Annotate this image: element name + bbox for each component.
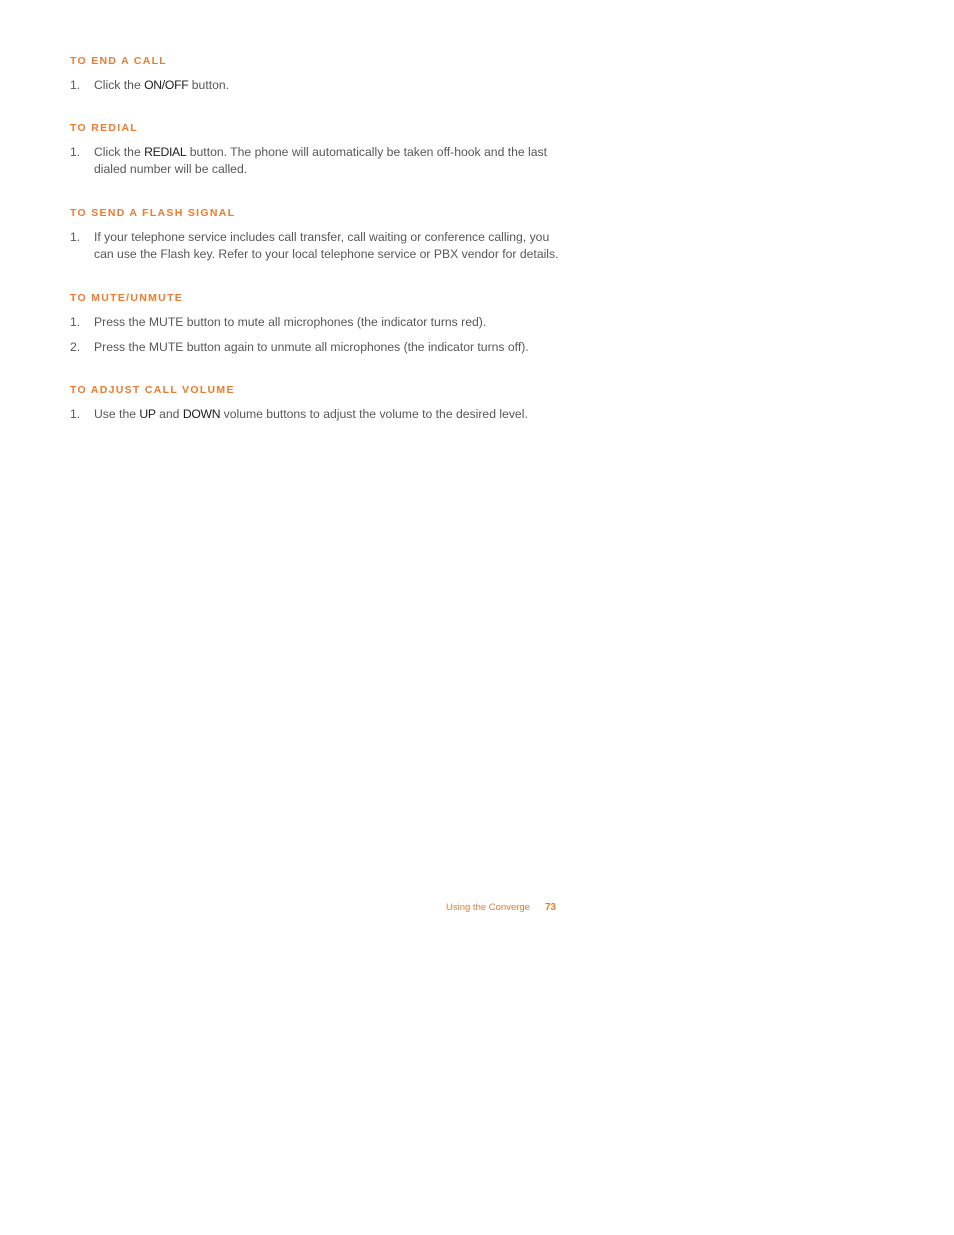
- section-flash-signal: [70, 206, 570, 263]
- step-list: [70, 77, 570, 94]
- step-list: [70, 229, 570, 263]
- button-keyword: ON/OFF: [144, 78, 189, 92]
- list-item: [70, 77, 570, 94]
- step-list: [70, 144, 570, 178]
- page-footer: [446, 902, 556, 914]
- section-mute-unmute: [70, 291, 570, 356]
- step-number: 1.: [70, 315, 81, 329]
- step-text: If your telephone service includes call transfer, call waiting or conference calling, you can use the Flash key. Refer to your local telephone service or PBX vendor for details.: [94, 230, 559, 261]
- section-heading: TO REDIAL: [70, 122, 139, 134]
- page-number: 73: [544, 902, 557, 913]
- step-text: volume buttons to adjust the volume to the desired level.: [220, 407, 528, 421]
- step-number: 1.: [70, 145, 81, 159]
- step-text: Press the MUTE button to mute all microphones (the indicator turns red).: [94, 315, 487, 329]
- step-number: 1.: [70, 78, 81, 92]
- step-text: button.: [188, 78, 230, 92]
- section-heading: TO SEND A FLASH SIGNAL: [70, 207, 236, 219]
- list-item: [70, 314, 570, 331]
- step-text: and: [155, 407, 183, 421]
- step-number: 1.: [70, 407, 81, 421]
- step-list: [70, 406, 570, 423]
- step-text: Press the MUTE button again to unmute all microphones (the indicator turns off).: [94, 340, 529, 354]
- footer-title: Using the Converge: [446, 902, 530, 913]
- step-text: Click the: [94, 145, 145, 159]
- step-number: 1.: [70, 230, 81, 244]
- section-heading: TO ADJUST CALL VOLUME: [70, 384, 235, 396]
- section-end-call: [70, 54, 570, 94]
- step-text: button. The phone will automatically be taken off-hook and the last dialed number will be called.: [94, 145, 548, 176]
- button-keyword: UP: [139, 407, 156, 421]
- button-keyword: REDIAL: [144, 145, 187, 159]
- button-keyword: DOWN: [182, 407, 221, 421]
- list-item: [70, 339, 570, 356]
- step-text: Use the: [94, 407, 140, 421]
- step-list: [70, 314, 570, 356]
- list-item: [70, 406, 570, 423]
- step-text: Click the: [94, 78, 145, 92]
- list-item: [70, 229, 570, 263]
- section-heading: TO END A CALL: [70, 55, 168, 67]
- list-item: [70, 144, 570, 178]
- section-heading: TO MUTE/UNMUTE: [70, 292, 184, 304]
- step-number: 2.: [70, 340, 81, 354]
- section-redial: [70, 121, 570, 178]
- section-adjust-volume: [70, 383, 570, 423]
